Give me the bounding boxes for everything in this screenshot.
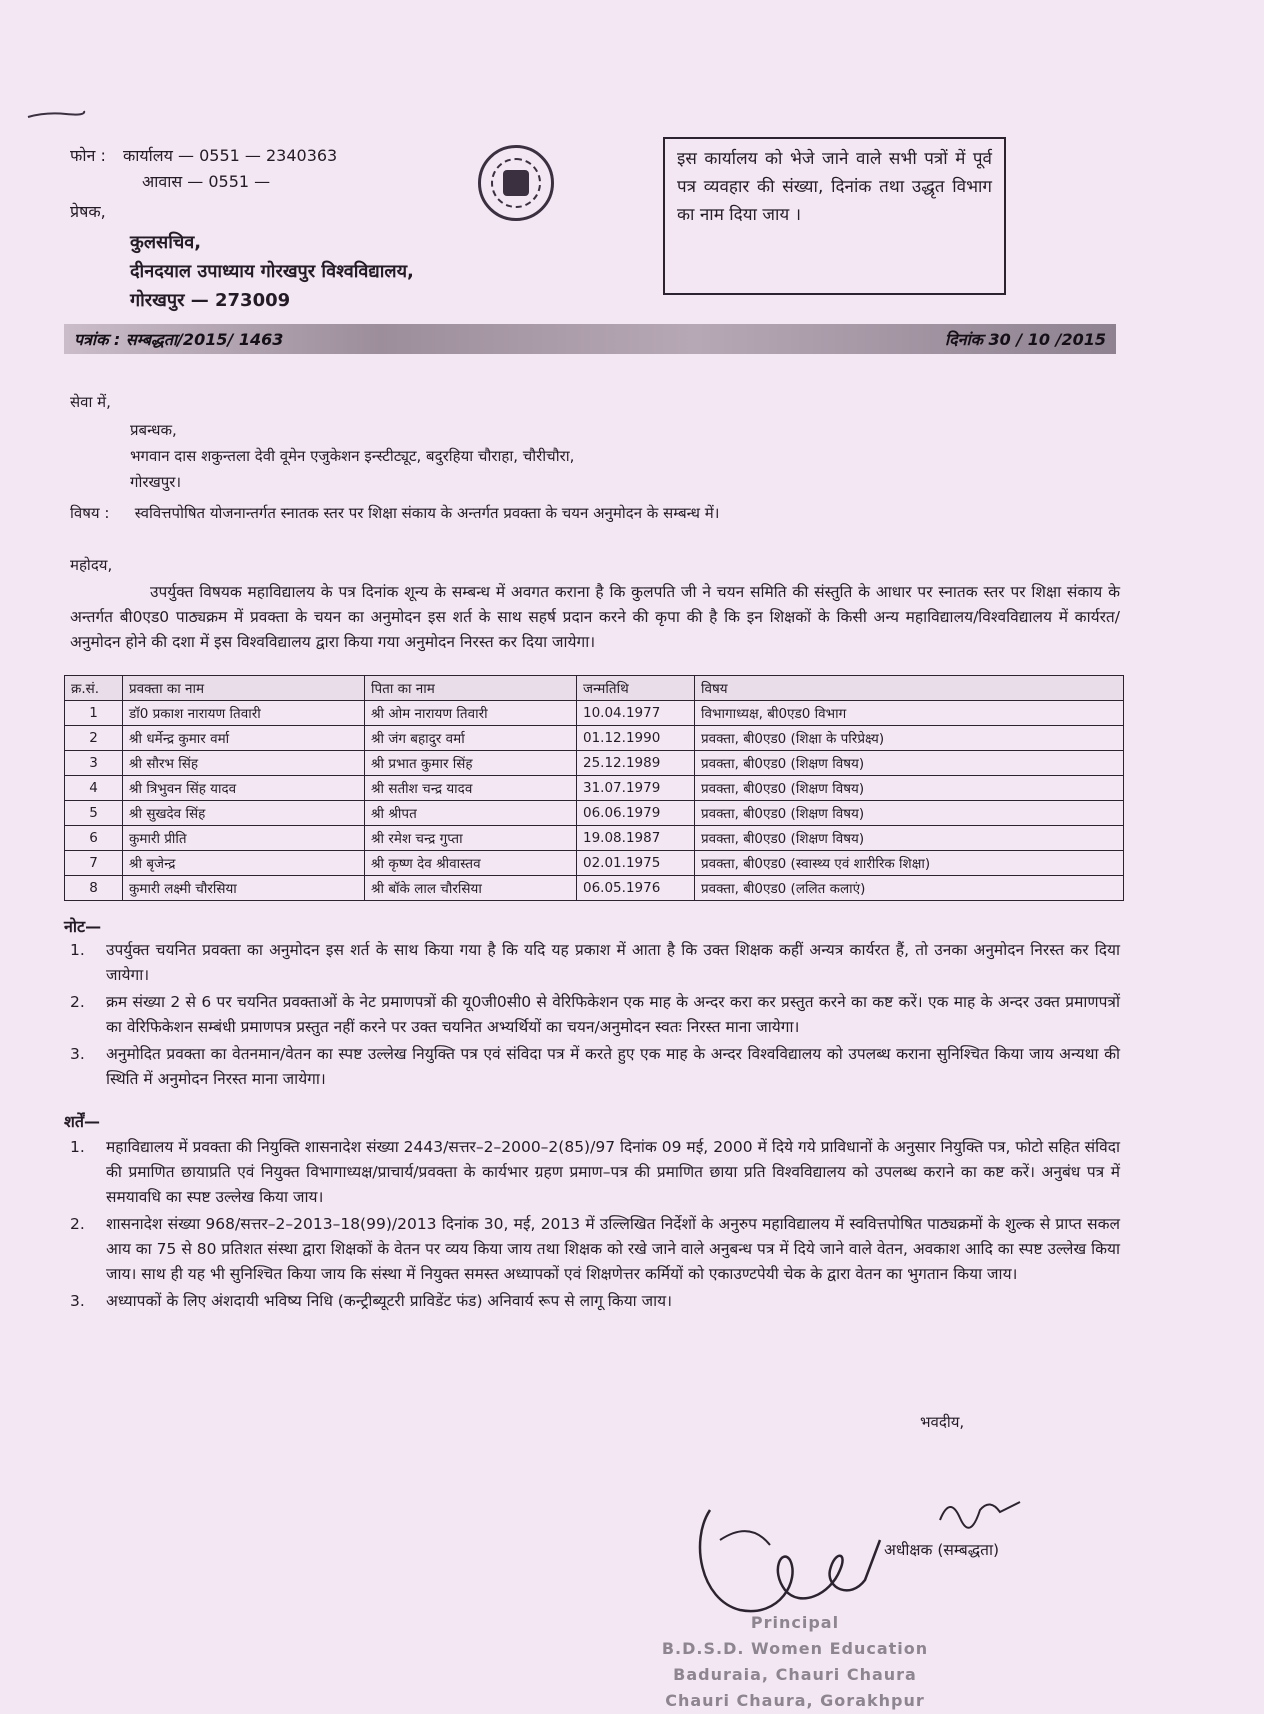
valediction: भवदीय, [920, 1413, 965, 1431]
table-row [65, 751, 1124, 776]
note-text: अनुमोदित प्रवक्ता का वेतनमान/वेतन का स्पष्ट उल्लेख नियुक्ति पत्र एवं संविदा पत्र में करते हुए एक माह के अन्दर विश्वविद्यालय को उपलब्ध कराना सुनिश्चित किया जाय अन्यथा की स्थिति में अनुमोदन निरस्त माना जायेगा। [106, 1045, 1120, 1088]
table-row [65, 801, 1124, 826]
recipient-line: प्रबन्धक, [130, 421, 177, 439]
subject-label: विषय : [70, 504, 110, 522]
cell-serial: 5 [65, 801, 123, 826]
term-item [70, 1212, 1120, 1287]
table-row [65, 876, 1124, 901]
sender-label: प्रेषक, [70, 202, 106, 221]
cell-father: श्री रमेश चन्द्र गुप्ता [365, 826, 577, 851]
term-item [70, 1135, 1120, 1210]
col-father-name: पिता का नाम [365, 676, 577, 701]
institution-stamp [650, 1610, 940, 1714]
notes-heading: नोट— [64, 917, 102, 936]
cell-father: श्री सतीश चन्द्र यादव [365, 776, 577, 801]
cell-dob: 19.08.1987 [577, 826, 695, 851]
body-paragraph: उपर्युक्त विषयक महाविद्यालय के पत्र दिनांक शून्य के सम्बन्ध में अवगत कराना है कि कुलपति जी ने चयन समिति की संस्तुति के आधार पर स्नातक स्तर पर शिक्षा संकाय के अन्तर्गत बी0एड0 पाठ्यक्रम में प्रवक्ता के चयन का अनुमोदन इस शर्त के साथ सहर्ष प्रदान करने की कृपा की है कि इन शिक्षकों के किसी अन्य महाविद्यालय/विश्वविद्यालय में कार्यरत/अनुमोदन होने की दशा में इस विश्वविद्यालय द्वारा किया गया अनुमोदन निरस्त कर दिया जायेगा। [70, 583, 1120, 651]
stamp-line: Principal [750, 1613, 840, 1632]
cell-father: श्री बॉके लाल चौरसिया [365, 876, 577, 901]
col-lecturer-name: प्रवक्ता का नाम [123, 676, 365, 701]
cell-subject: प्रवक्ता, बी0एड0 (शिक्षण विषय) [695, 826, 1124, 851]
table-row [65, 776, 1124, 801]
salutation: महोदय, [70, 556, 113, 574]
note-item [70, 938, 1120, 988]
note-text: क्रम संख्या 2 से 6 पर चयनित प्रवक्ताओं के नेट प्रमाणपत्रों की यू0जी0सी0 से वेरिफिकेशन एक माह के अन्दर करा कर प्रस्तुत करने का कष्ट करें। एक माह के अन्दर उक्त प्रमाणपत्रों का वेरिफिकेशन सम्बंधी प्रमाणपत्र प्रस्तुत नहीं करने पर उक्त चयनित अभ्यर्थियों का चयन/अनुमोदन स्वतः निरस्त माना जायेगा। [106, 993, 1120, 1036]
recipient-line: भगवान दास शकुन्तला देवी वूमेन एजुकेशन इन्स्टीट्यूट, बदुरहिया चौराहा, चौरीचौरा, [130, 447, 575, 465]
note-item [70, 1042, 1120, 1092]
cell-father: श्री प्रभात कुमार सिंह [365, 751, 577, 776]
cell-subject: विभागाध्यक्ष, बी0एड0 विभाग [695, 701, 1124, 726]
cell-subject: प्रवक्ता, बी0एड0 (शिक्षण विषय) [695, 776, 1124, 801]
recipient-greeting: सेवा में, [70, 393, 111, 411]
col-dob: जन्मतिथि [577, 676, 695, 701]
cell-dob: 01.12.1990 [577, 726, 695, 751]
cell-father: श्री श्रीपत [365, 801, 577, 826]
cell-name: डॉ0 प्रकाश नारायण तिवारी [123, 701, 365, 726]
sender-line: दीनदयाल उपाध्याय गोरखपुर विश्वविद्यालय, [130, 261, 414, 282]
stamp-line: Baduraia, Chauri Chaura [673, 1665, 917, 1684]
note-item [70, 990, 1120, 1040]
cell-serial: 3 [65, 751, 123, 776]
cell-subject: प्रवक्ता, बी0एड0 (स्वास्थ्य एवं शारीरिक शिक्षा) [695, 851, 1124, 876]
col-serial: क्र.सं. [65, 676, 123, 701]
cell-serial: 2 [65, 726, 123, 751]
cell-dob: 31.07.1979 [577, 776, 695, 801]
sender-line: गोरखपुर — 273009 [130, 290, 291, 311]
table-row [65, 851, 1124, 876]
term-number: 3. [70, 1292, 85, 1310]
stamp-line: B.D.S.D. Women Education [661, 1639, 929, 1658]
sender-line: कुलसचिव, [130, 232, 202, 253]
cell-subject: प्रवक्ता, बी0एड0 (शिक्षा के परिप्रेक्ष्य) [695, 726, 1124, 751]
initials [935, 1490, 1025, 1530]
cell-name: श्री सौरभ सिंह [123, 751, 365, 776]
term-text: अध्यापकों के लिए अंशदायी भविष्य निधि (कन्ट्रीब्यूटरी प्राविडेंट फंड) अनिवार्य रूप से लागू किया जाय। [106, 1292, 673, 1310]
letter-number: पत्रांक : सम्बद्धता/2015/ 1463 [74, 330, 284, 349]
officer-title: अधीक्षक (सम्बद्धता) [884, 1541, 1000, 1559]
cell-name: श्री बृजेन्द्र [123, 851, 365, 876]
office-phone: कार्यालय — 0551 — 2340363 [122, 146, 338, 165]
note-text: उपर्युक्त चयनित प्रवक्ता का अनुमोदन इस शर्त के साथ किया गया है कि यदि यह प्रकाश में आता है कि उक्त शिक्षक कहीं अन्यत्र कार्यरत हैं, तो उनका अनुमोदन निरस्त कर दिया जायेगा। [106, 941, 1120, 984]
cell-serial: 4 [65, 776, 123, 801]
lecturer-table [64, 675, 1124, 901]
cell-subject: प्रवक्ता, बी0एड0 (ललित कलाएं) [695, 876, 1124, 901]
cell-dob: 06.06.1979 [577, 801, 695, 826]
cell-dob: 10.04.1977 [577, 701, 695, 726]
cell-father: श्री ओम नारायण तिवारी [365, 701, 577, 726]
cell-name: श्री धर्मेन्द्र कुमार वर्मा [123, 726, 365, 751]
cell-serial: 6 [65, 826, 123, 851]
cell-dob: 06.05.1976 [577, 876, 695, 901]
phone-block [70, 144, 337, 196]
term-text: शासनादेश संख्या 968/सत्तर–2–2013–18(99)/2013 दिनांक 30, मई, 2013 में उल्लिखित निर्देशों के अनुरुप महाविद्यालय में स्ववित्तपोषित पाठ्यक्रमों के शुल्क से प्राप्त सकल आय का 75 से 80 प्रतिशत संस्था द्वारा शिक्षकों के वेतन पर व्यय किया जाय तथा शिक्षक को रखे जाने वाले अनुबन्ध पत्र में दिये जाने वाले वेतन, अवकाश आदि का स्पष्ट उल्लेख किया जाय। साथ ही यह भी सुनिश्चित किया जाय कि संस्था में नियुक्त समस्त अध्यापकों एवं शिक्षणेत्तर कर्मियों को एकाउण्टपेयी चेक के द्वारा वेतन का भुगतान किया जाय। [106, 1215, 1120, 1283]
ink-smudge [26, 108, 86, 120]
stamp-line: Chauri Chaura, Gorakhpur [665, 1691, 925, 1710]
table-header-row [65, 676, 1124, 701]
notice-box: इस कार्यालय को भेजे जाने वाले सभी पत्रों में पूर्व पत्र व्यवहार की संख्या, दिनांक तथा उद्धृत विभाग का नाम दिया जाय । [663, 137, 1006, 295]
cell-dob: 25.12.1989 [577, 751, 695, 776]
terms-list [70, 1135, 1120, 1316]
cell-serial: 1 [65, 701, 123, 726]
recipient-block [70, 388, 574, 496]
term-item [70, 1289, 1120, 1314]
terms-heading: शर्तें— [64, 1112, 101, 1131]
term-number: 2. [70, 1215, 85, 1233]
note-number: 3. [70, 1045, 85, 1063]
reference-band [64, 324, 1116, 354]
note-number: 1. [70, 941, 85, 959]
subject-line [70, 503, 1150, 523]
term-number: 1. [70, 1138, 85, 1156]
cell-name: कुमारी लक्ष्मी चौरसिया [123, 876, 365, 901]
signature [690, 1500, 890, 1620]
table-row [65, 826, 1124, 851]
letter-date: दिनांक 30 / 10 /2015 [945, 330, 1106, 349]
table-row [65, 701, 1124, 726]
note-number: 2. [70, 993, 85, 1011]
cell-dob: 02.01.1975 [577, 851, 695, 876]
table-row [65, 726, 1124, 751]
cell-name: श्री सुखदेव सिंह [123, 801, 365, 826]
phone-label: फोन : [70, 146, 106, 165]
residence-phone: आवास — 0551 — [142, 172, 271, 191]
recipient-line: गोरखपुर। [130, 473, 182, 491]
cell-subject: प्रवक्ता, बी0एड0 (शिक्षण विषय) [695, 751, 1124, 776]
subject-text: स्ववित्तपोषित योजनान्तर्गत स्नातक स्तर पर शिक्षा संकाय के अन्तर्गत प्रवक्ता के चयन अनुमोदन के सम्बन्ध में। [134, 504, 720, 522]
cell-serial: 8 [65, 876, 123, 901]
cell-subject: प्रवक्ता, बी0एड0 (शिक्षण विषय) [695, 801, 1124, 826]
sender-address [130, 228, 414, 315]
cell-name: कुमारी प्रीति [123, 826, 365, 851]
cell-father: श्री जंग बहादुर वर्मा [365, 726, 577, 751]
university-seal [478, 145, 554, 221]
cell-serial: 7 [65, 851, 123, 876]
notes-list [70, 938, 1120, 1094]
cell-name: श्री त्रिभुवन सिंह यादव [123, 776, 365, 801]
term-text: महाविद्यालय में प्रवक्ता की नियुक्ति शासनादेश संख्या 2443/सत्तर–2–2000–2(85)/97 दिनांक 09 मई, 2000 में दिये गये प्राविधानों के अनुसार नियुक्ति पत्र, फोटो सहित संविदा की प्रमाणित छायाप्रति एवं नियुक्त विभागाध्यक्ष/प्राचार्य/प्रवक्ता के कार्यभार ग्रहण प्रमाण–पत्र की प्रमाणित छाया प्रति विश्वविद्यालय को उपलब्ध कराने का कष्ट करें। अनुबंध पत्र में समयावधि का स्पष्ट उल्लेख किया जाय। [106, 1138, 1120, 1206]
cell-father: श्री कृष्ण देव श्रीवास्तव [365, 851, 577, 876]
col-subject: विषय [695, 676, 1124, 701]
